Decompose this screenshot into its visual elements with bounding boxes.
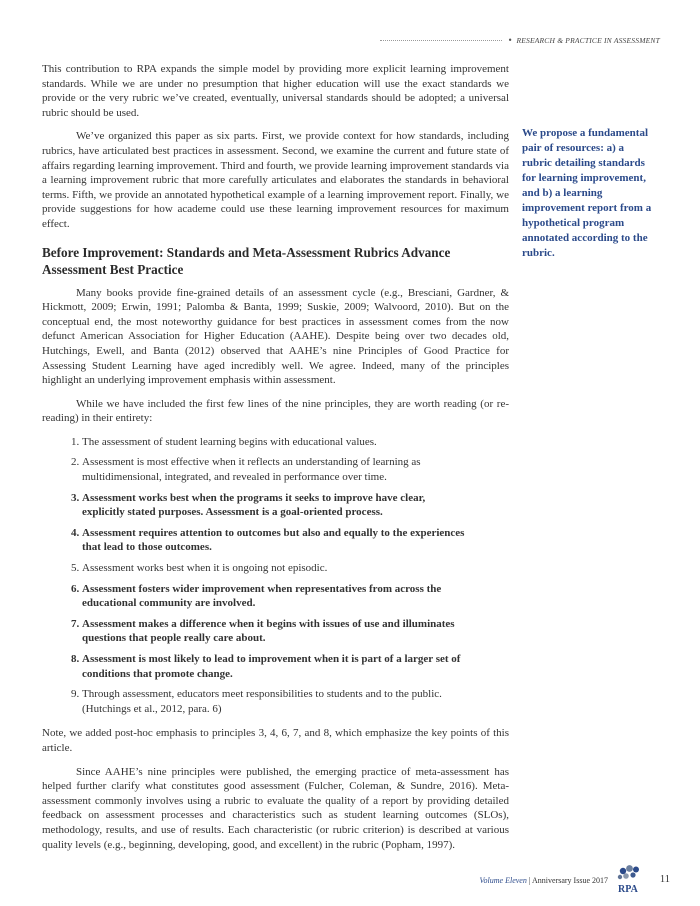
paragraph-emphasis-note: Note, we added post-hoc emphasis to principles 3, 4, 6, 7, and 8, which emphasize the key points of this article. [42, 727, 509, 754]
principle-item: 8. Assessment is most likely to lead to improvement when it is part of a larger set of conditions that promote change. [82, 652, 509, 681]
pull-quote: We propose a fundamental pair of resources: a) a rubric detailing standards for learning improvement, and b) a learning improvement report from a hypothetical program annotated according to the rubric. [522, 127, 652, 259]
running-header [380, 34, 660, 46]
principle-item: 9. Through assessment, educators meet responsibilities to students and to the public. (Hutchings et al., 2012, para. 6) [82, 687, 509, 716]
page-footer [380, 864, 670, 894]
paragraph-intro: This contribution to RPA expands the simple model by providing more explicit learning improvement standards. While we are under no presumption that higher education will use the exact standards we provide or the very rubric we’ve created, eventually, universal standards should be adopted; a universal rubric should be used. [42, 63, 509, 119]
paragraph-organization: We’ve organized this paper as six parts. First, we provide context for how standards, including rubrics, have articulated best practices in assessment. Second, we examine the current and future state of affairs regarding learning improvement. Third and fourth, we provide learning improvement standards via a learning improvement rubric that more carefully articulates and elaborates the standards in behavioral terms. Fifth, we provide an annotated hypothetical example of a learning improvement report. Finally, we provide suggestions for how academe could use these learning improvement resources for maximum effect. [42, 130, 509, 230]
principle-item: 4. Assessment requires attention to outcomes but also and equally to the experiences that lead to those outcomes. [82, 526, 509, 555]
principle-item: 3. Assessment works best when the programs it seeks to improve have clear, explicitly stated purposes. Assessment is a goal-oriented process. [82, 491, 509, 520]
principle-item: 7. Assessment makes a difference when it begins with issues of use and illuminates questions that people really care about. [82, 617, 509, 646]
volume-label: Volume Eleven [479, 876, 527, 885]
principle-item: 6. Assessment fosters wider improvement when representatives from across the educational community are involved. [82, 582, 509, 611]
header-bullet: • [507, 35, 513, 45]
issue-label: Anniversary Issue 2017 [532, 876, 608, 885]
section-heading: Before Improvement: Standards and Meta-Assessment Rubrics Advance Assessment Best Practice [42, 244, 451, 277]
principle-item: 5. Assessment works best when it is ongoing not episodic. [82, 561, 509, 576]
main-column [42, 62, 509, 861]
principle-item: 1. The assessment of student learning begins with educational values. [82, 435, 509, 450]
header-dotted-rule [380, 40, 502, 41]
issue-info [480, 876, 608, 885]
paragraph-principles-intro: While we have included the first few lines of the nine principles, they are worth reading (or re-reading) in their entirety: [42, 397, 509, 425]
principle-item: 2. Assessment is most effective when it reflects an understanding of learning as multidimensional, integrated, and revealed in performance over time. [82, 455, 509, 484]
page-number: 11 [659, 874, 670, 885]
paragraph-books: Many books provide fine-grained details of an assessment cycle (e.g., Bresciani, Gardner, & Hickmott, 2009; Erwin, 1991; Palomba & Banta, 1999; Suskie, 2009; Walvoord, 2010). But on the conceptual end, the most noteworthy guidance for best practices in assessment comes from the now defunct American Association for Higher Education (AAHE). Despite being over two decades old, Hutchings, Ewell, and Banta (2012) observed that AAHE’s nine Principles of Good Practice for Assessing Student Learning have aged incredibly well. We agree. Indeed, many of the principles highlight an underlying improvement emphasis within assessment. [42, 286, 509, 387]
paragraph-meta-assessment: Since AAHE’s nine principles were published, the emerging practice of meta-assessment has helped further clarify what constitutes good assessment (Fulcher, Coleman, & Sundre, 2016). Meta-assessment commonly involves using a rubric to evaluate the quality of a report by providing detailed feedback on assessment processes and characteristics such as student learning outcomes (SLOs), methodology, results, and use of results. Each characteristic (or rubric criterion) is described at various quality levels (e.g., beginning, developing, good, and excellent) in the rubric (Popham, 1997). [42, 765, 509, 851]
principles-list [42, 435, 509, 717]
journal-title: RESEARCH & PRACTICE IN ASSESSMENT [516, 35, 660, 45]
logo-text: RPA [618, 884, 638, 894]
footer-separator: | [526, 876, 533, 885]
rpa-logo-icon [614, 864, 650, 894]
